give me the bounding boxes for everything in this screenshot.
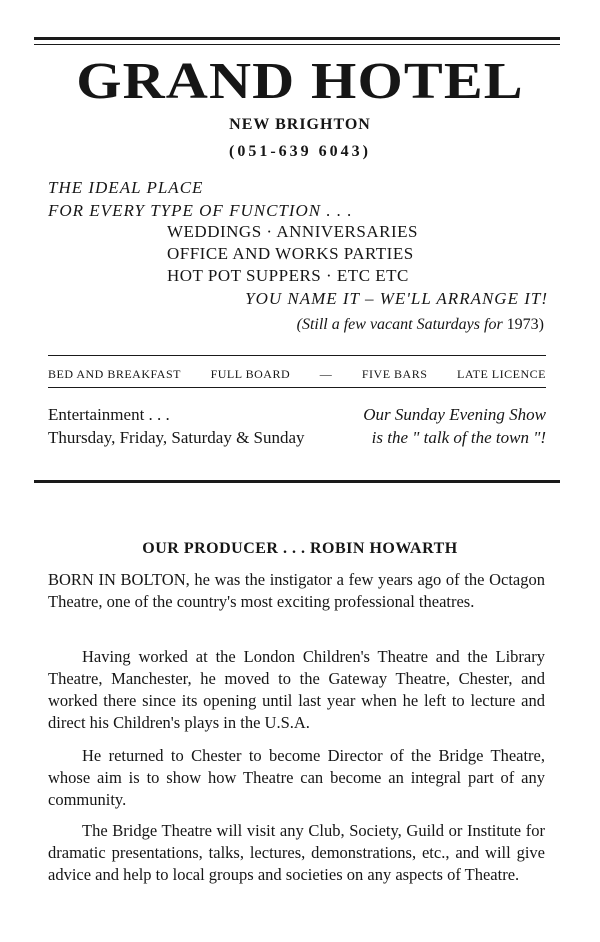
- function-item: HOT POT SUPPERS · ETC ETC: [167, 266, 409, 285]
- vacancy-note: [297, 316, 544, 334]
- facility-bed-breakfast: BED AND BREAKFAST: [48, 367, 181, 381]
- function-item: WEDDINGS · ANNIVERSARIES: [167, 222, 418, 241]
- hotel-title: GRAND HOTEL: [76, 53, 524, 110]
- article-paragraph: He returned to Chester to become Director of the Bridge Theatre, whose aim is to show how Theatre can become an integral part of any community.: [48, 746, 545, 809]
- hotel-phone: (051-639 6043): [229, 143, 371, 160]
- vacancy-year: 1973): [506, 316, 544, 333]
- facility-dash: —: [319, 367, 333, 381]
- article-paragraph: The Bridge Theatre will visit any Club, Society, Guild or Institute for dramatic presentations, talks, lectures, demonstrations, etc., and will give advice and help to local groups and societies on any aspects of Theatre.: [48, 821, 545, 884]
- vacancy-text: (Still a few vacant Saturdays for: [296, 316, 503, 333]
- tagline-line-2: FOR EVERY TYPE OF FUNCTION . . .: [48, 201, 353, 220]
- article-paragraph: BORN IN BOLTON, he was the instigator a few years ago of the Octagon Theatre, one of the country's most exciting professional theatres.: [48, 570, 545, 611]
- facilities-bottom-rule: [48, 387, 546, 388]
- facilities-top-rule: [48, 355, 546, 356]
- facility-five-bars: FIVE BARS: [361, 367, 428, 381]
- function-item: OFFICE AND WORKS PARTIES: [167, 244, 414, 263]
- hotel-location: NEW BRIGHTON: [229, 116, 371, 133]
- slogan: YOU NAME IT – WE'LL ARRANGE IT!: [245, 289, 548, 308]
- show-line-1: Our Sunday Evening Show: [363, 405, 546, 424]
- show-line-2: is the " talk of the town "!: [371, 428, 546, 447]
- article-heading: OUR PRODUCER . . . ROBIN HOWARTH: [142, 540, 458, 557]
- facilities-bar: [48, 367, 546, 382]
- article-paragraph: Having worked at the London Children's Theatre and the Library Theatre, Manchester, he moved to the Gateway Theatre, Chester, and worked there since its opening until last year when he left to lecture and direct his Children's plays in the U.S.A.: [48, 647, 545, 732]
- facility-full-board: FULL BOARD: [210, 367, 291, 381]
- entertainment-line-2: Thursday, Friday, Saturday & Sunday: [48, 428, 305, 447]
- facility-late-licence: LATE LICENCE: [456, 367, 546, 381]
- advert-bottom-rule: [34, 480, 560, 483]
- top-rule-thin: [34, 44, 560, 45]
- top-rule-thick: [34, 37, 560, 40]
- entertainment-line-1: Entertainment . . .: [48, 405, 170, 424]
- tagline-line-1: THE IDEAL PLACE: [48, 178, 204, 197]
